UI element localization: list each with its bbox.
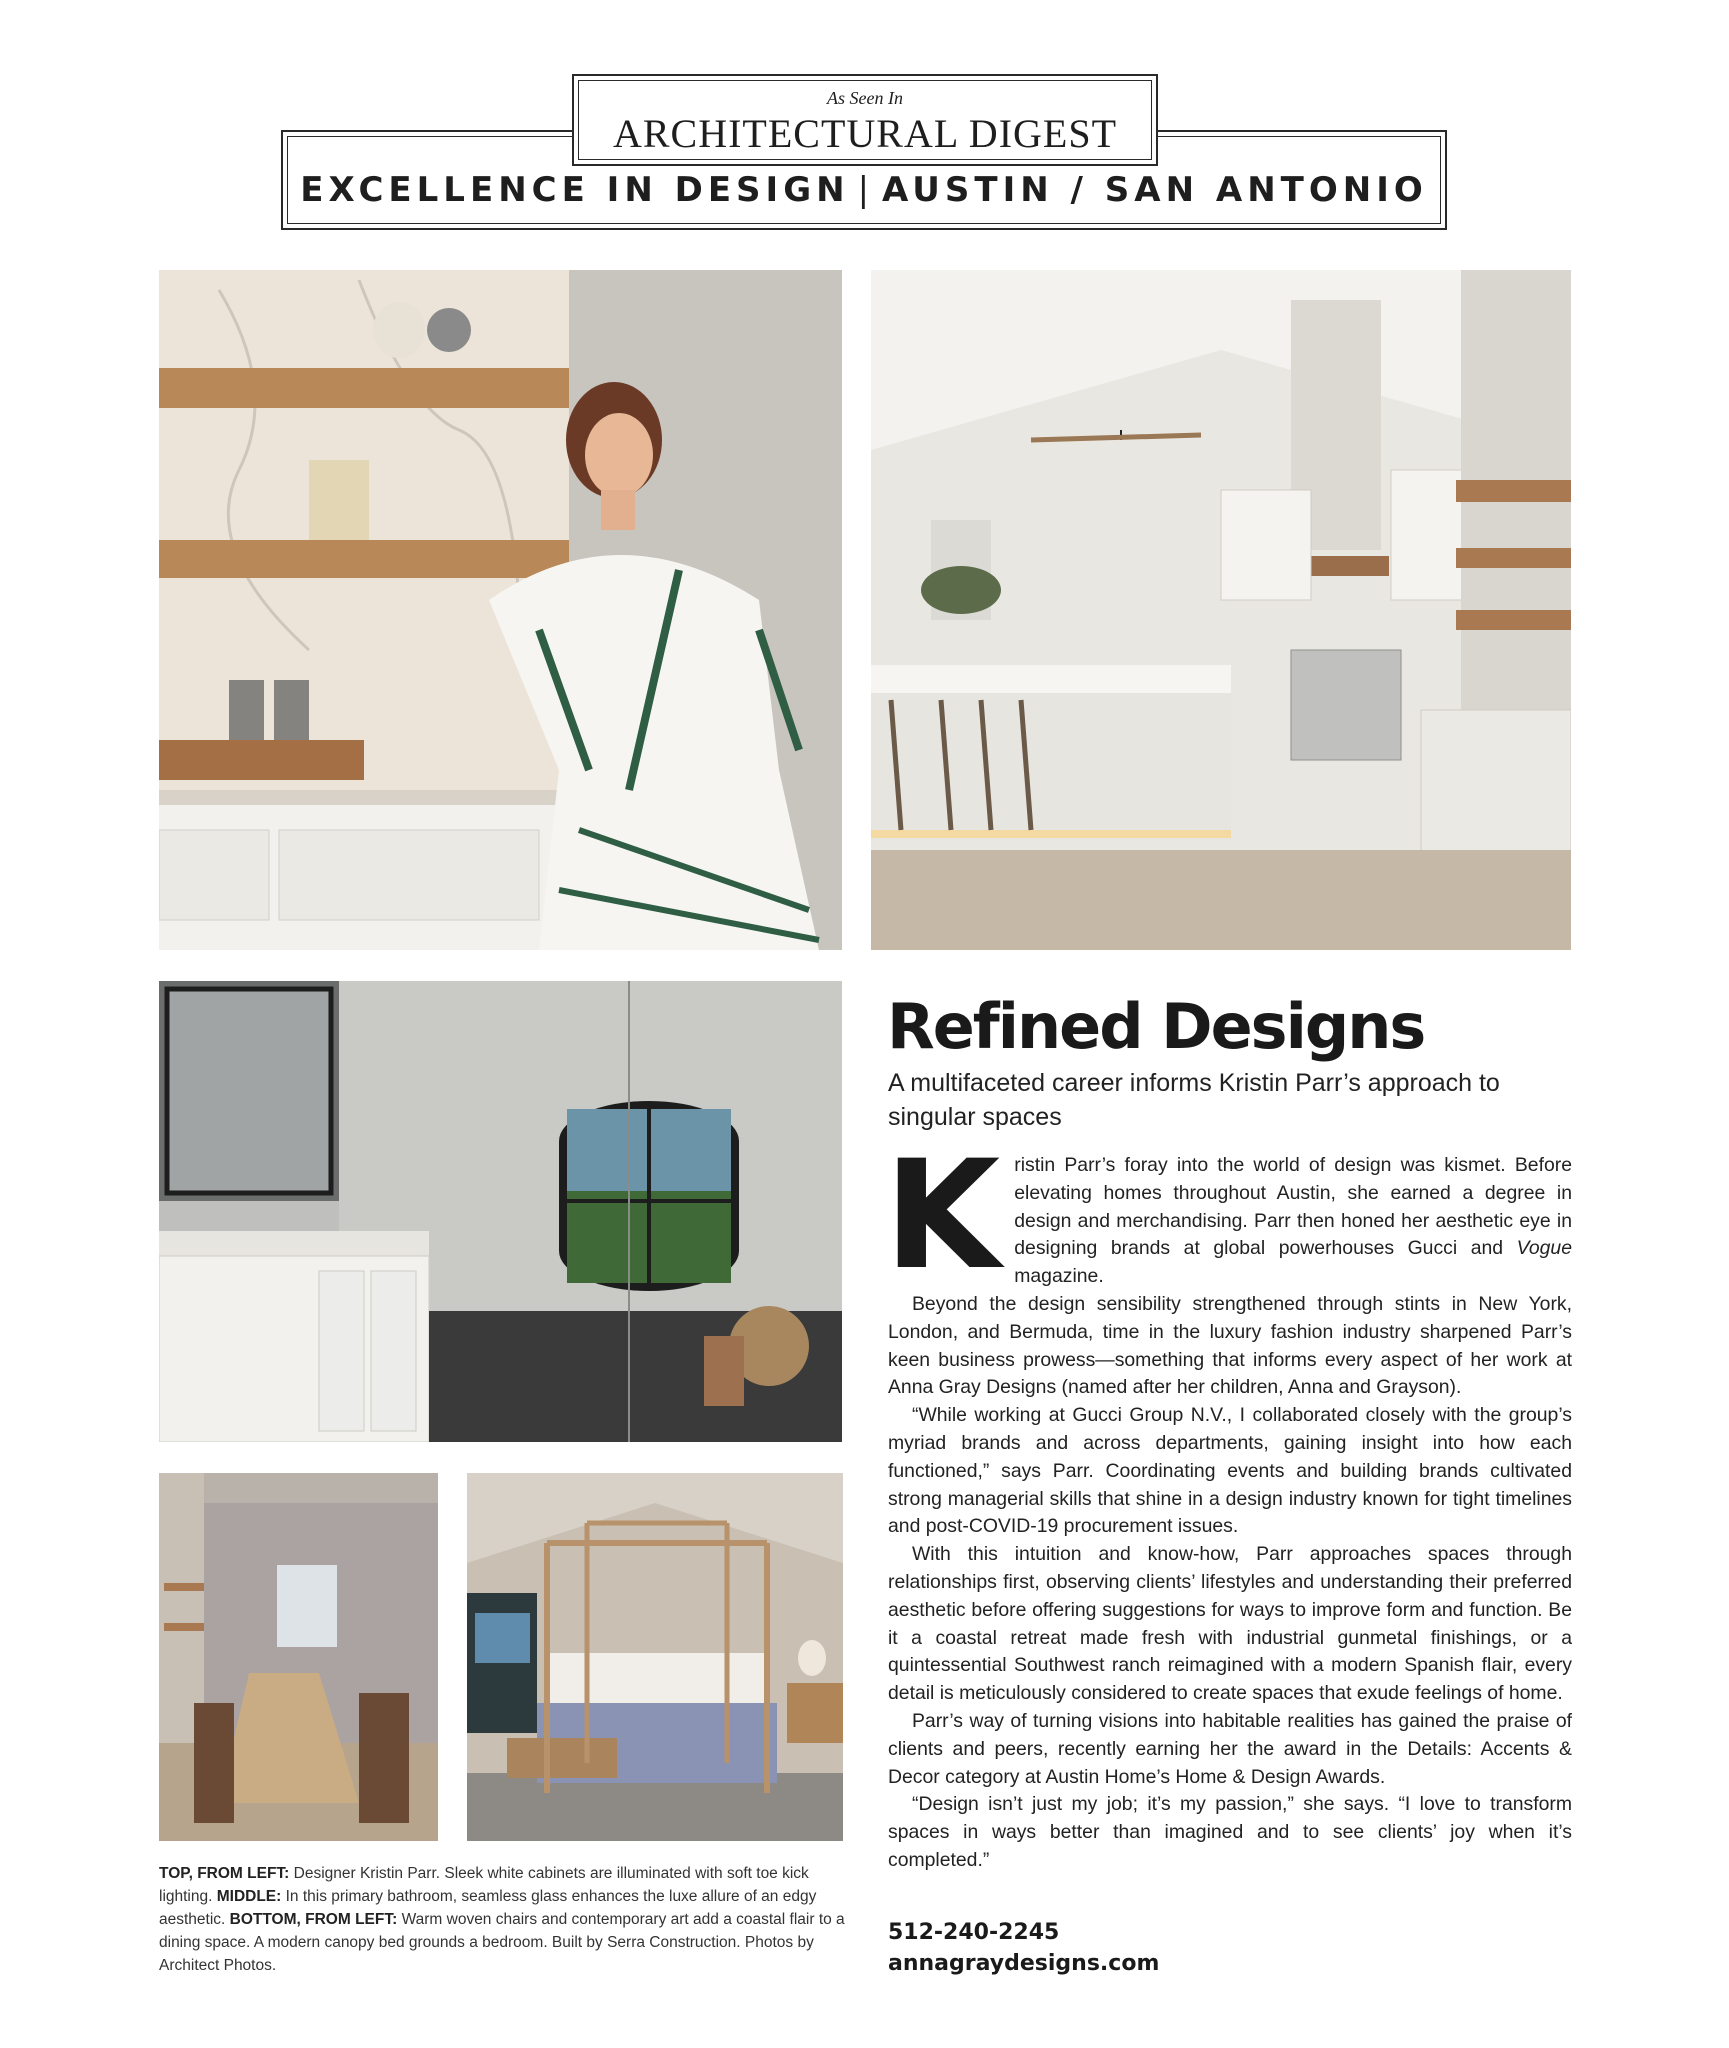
bathroom-photo (159, 981, 842, 1442)
article-body (884, 1129, 1572, 1875)
drop-cap: K (884, 1129, 1001, 1303)
paragraph-2: Beyond the design sensibility strengthened through stints in New York, London, and Bermuda, time in the luxury fashion industry sharpened Parr’s keen business prowess—something that informs every aspect of her work at Anna Gray Designs (named after her children, Anna and Grayson). (888, 1292, 1572, 1399)
caption-top-text: Designer Kristin Parr. Sleek white cabinets are illuminated with soft toe kick lighting. (159, 1865, 809, 1905)
paragraph-6: “Design isn’t just my job; it’s my passion,” she says. “I love to transform spaces in ways better than imagined and to see clients’ joy when it’s completed.” (888, 1793, 1572, 1871)
website-link[interactable]: annagraydesigns.com (888, 1951, 1160, 1976)
as-seen-in-label: As Seen In (827, 88, 903, 108)
caption-middle-label: MIDDLE: (216, 1888, 282, 1905)
publication-badge (572, 74, 1158, 166)
article-dek: A multifaceted career informs Kristin Parr’s approach to singular spaces (888, 1069, 1500, 1131)
section-title (281, 170, 1447, 210)
caption-top-label: TOP, FROM LEFT: (159, 1865, 290, 1882)
caption-bottom-text: Warm woven chairs and contemporary art add a coastal flair to a dining space. A modern canopy bed grounds a bedroom. Built by Serra Construction. Photos by Architect Photos. (159, 1911, 845, 1974)
contact-block (888, 1917, 1159, 1979)
caption-middle-text: In this primary bathroom, seamless glass enhances the luxe allure of an edgy aesthetic. (159, 1888, 817, 1928)
section-separator: | (857, 170, 875, 210)
publication-name: ARCHITECTURAL DIGEST (612, 111, 1118, 156)
paragraph-4: With this intuition and know-how, Parr approaches spaces through relationships first, observing clients’ lifestyles and understanding their preferred aesthetic before offering suggestions for ways to improve form and function. Be it a coastal retreat made fresh with industrial gunmetal finishings, or a quintessential Southwest ranch reimagined with a modern Spanish flair, every detail is meticulously considered to create spaces that exude feelings of home. (888, 1543, 1572, 1705)
article-headline: Refined Designs (887, 990, 1425, 1063)
paragraph-1 (884, 1129, 1572, 1303)
photo-caption (159, 1862, 845, 1977)
region-label: AUSTIN / SAN ANTONIO (882, 170, 1428, 210)
paragraph-5: Parr’s way of turning visions into habitable realities has gained the praise of clients and peers, recently earning her the award in the Details: Accents & Decor category at Austin Home’s Home & Design Awards. (888, 1709, 1572, 1788)
section-label: EXCELLENCE IN DESIGN (300, 170, 850, 210)
paragraph-3: “While working at Gucci Group N.V., I collaborated closely with the group’s myriad brands and across departments, gaining insight into how each functioned,” says Parr. Coordinating events and building brands cultivated strong managerial skills that shine in a design industry known for tight timelines and post-COVID-19 procurement issues. (888, 1404, 1572, 1538)
vogue-title: Vogue (1516, 1237, 1572, 1260)
kitchen-photo (871, 270, 1571, 950)
bedroom-photo (467, 1473, 843, 1841)
paragraph-1-text-b: magazine. (1014, 1265, 1104, 1288)
phone-number[interactable]: 512-240-2245 (888, 1920, 1060, 1945)
dining-room-photo (159, 1473, 438, 1841)
paragraph-1-text-a: ristin Parr’s foray into the world of design was kismet. Before elevating homes throughout Austin, she earned a degree in design and merchandising. Parr then honed her aesthetic eye in designing brands at global powerhouses Gucci and (1014, 1154, 1572, 1260)
designer-portrait-photo (159, 270, 842, 950)
caption-bottom-label: BOTTOM, FROM LEFT: (229, 1911, 398, 1928)
